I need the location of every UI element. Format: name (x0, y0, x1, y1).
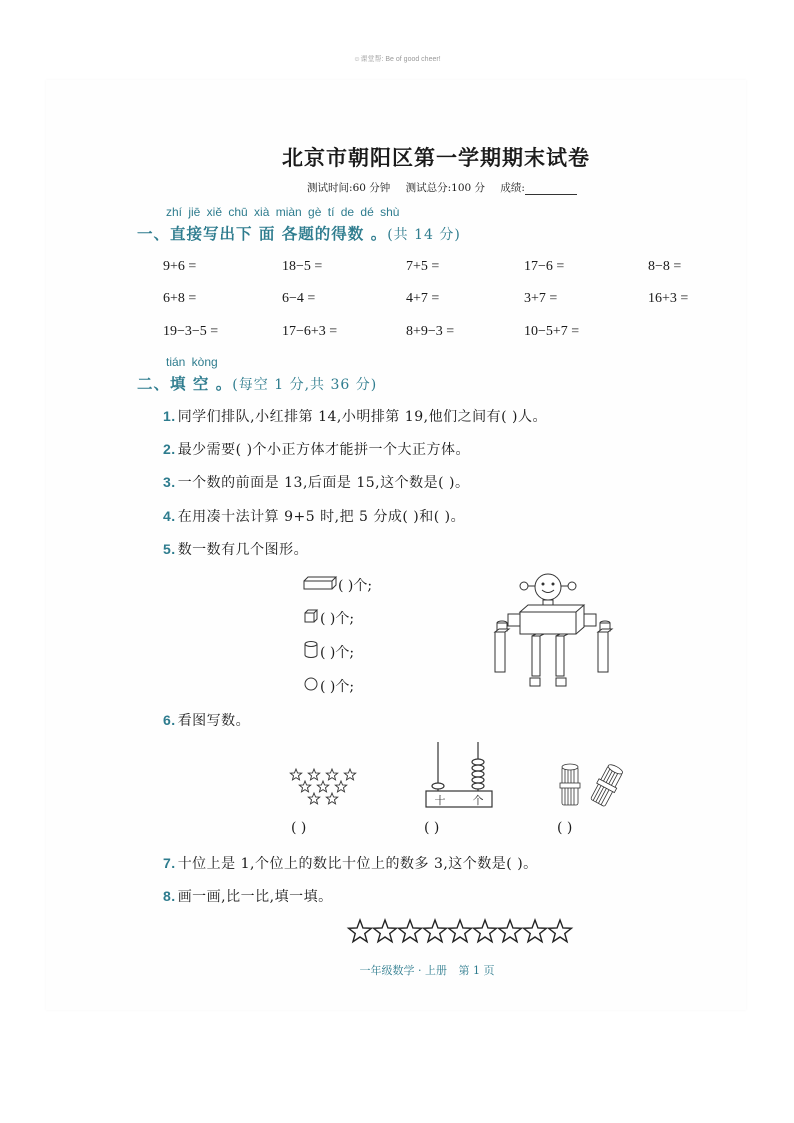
grade-field[interactable] (500, 182, 577, 194)
cube-count[interactable]: ( )个; (320, 611, 355, 627)
robot-body (520, 612, 576, 634)
calc-item[interactable]: 19−3−5 = (163, 324, 219, 339)
question-number: 7. (163, 855, 176, 871)
question-6 (163, 710, 250, 730)
star-icon (399, 920, 422, 942)
question-2 (163, 439, 470, 459)
page-footer (0, 962, 794, 978)
section2-pinyin: tián kòng (166, 355, 218, 369)
star-icon (499, 920, 522, 942)
sphere-count[interactable]: ( )个; (320, 679, 355, 695)
section1-title (137, 222, 461, 244)
star-icon (524, 920, 547, 942)
question-7 (163, 853, 538, 873)
question-number: 2. (163, 441, 176, 457)
question-text: 十位上是 1,个位上的数比十位上的数多 3,这个数是( )。 (177, 856, 538, 872)
calc-item[interactable]: 16+3 = (648, 291, 689, 306)
question-3 (163, 472, 470, 492)
question-text: 一个数的前面是 13,后面是 15,这个数是( )。 (177, 475, 470, 491)
bundles-answer[interactable]: ( ) (557, 820, 573, 836)
question-text: 最少需要( )个小正方体才能拼一个大正方体。 (177, 442, 471, 458)
total-score: 测试总分:100 分 (405, 182, 486, 194)
abacus-answer[interactable]: ( ) (424, 820, 440, 836)
question-5 (163, 539, 308, 559)
section1-points: (共 14 分) (387, 227, 461, 243)
calc-item[interactable]: 8+9−3 = (406, 324, 455, 339)
cuboid-icon (304, 577, 336, 589)
question-number: 5. (163, 541, 176, 557)
calc-item[interactable]: 10−5+7 = (524, 324, 580, 339)
calc-item[interactable]: 17−6+3 = (282, 324, 338, 339)
star-icon (335, 781, 346, 792)
calc-item[interactable]: 3+7 = (524, 291, 558, 306)
bundle-icon (560, 764, 580, 805)
star-icon (308, 793, 319, 804)
calc-item[interactable]: 6−4 = (282, 291, 316, 306)
star-icon (349, 920, 372, 942)
calc-item[interactable]: 4+7 = (406, 291, 440, 306)
question-number: 6. (163, 712, 176, 728)
calc-item[interactable]: 7+5 = (406, 259, 440, 274)
calc-item[interactable]: 8−8 = (648, 259, 682, 274)
bundle-icon (589, 763, 626, 808)
question-text: 数一数有几个图形。 (177, 542, 309, 558)
star-icon (326, 793, 337, 804)
star-icon (374, 920, 397, 942)
calc-item[interactable]: 6+8 = (163, 291, 197, 306)
calc-item[interactable]: 17−6 = (524, 259, 565, 274)
question-number: 8. (163, 888, 176, 904)
question-1 (163, 406, 547, 426)
stick-bundles (554, 763, 634, 811)
stars-answer[interactable]: ( ) (291, 820, 307, 836)
section2-title (137, 372, 377, 394)
footer-page: 第 1 页 (458, 964, 495, 977)
grade-label: 成绩: (500, 182, 525, 194)
question-number: 4. (163, 508, 176, 524)
star-row (346, 914, 576, 948)
calc-item[interactable]: 18−5 = (282, 259, 323, 274)
star-icon (549, 920, 572, 942)
page-title: 北京市朝阳区第一学期期末试卷 (282, 146, 590, 170)
star-icon (326, 769, 337, 780)
test-time: 测试时间:60 分钟 (307, 182, 391, 194)
section2-points: (每空 1 分,共 36 分) (232, 377, 378, 393)
question-8 (163, 886, 333, 906)
star-icon (299, 781, 310, 792)
abacus (420, 740, 500, 810)
question-4 (163, 506, 465, 526)
star-icon (317, 781, 328, 792)
cylinder-count[interactable]: ( )个; (320, 645, 355, 661)
section2-heading: 二、填 空 。 (137, 375, 233, 393)
calc-item[interactable]: 9+6 = (163, 259, 197, 274)
abacus-ones-label: 个 (472, 794, 484, 807)
robot-figure (490, 572, 620, 696)
question-number: 1. (163, 408, 176, 424)
watermark: ☺课堂帮: Be of good cheer! (353, 56, 441, 63)
stars-group (286, 765, 366, 811)
exam-meta (0, 180, 794, 195)
cuboid-count[interactable]: ( )个; (338, 578, 373, 594)
section1-heading: 一、直接写出下 面 各题的得数 。 (137, 225, 388, 243)
sphere-icon (305, 678, 317, 690)
star-icon (344, 769, 355, 780)
star-icon (474, 920, 497, 942)
star-icon (290, 769, 301, 780)
star-icon (424, 920, 447, 942)
footer-subject: 一年级数学 · 上册 (359, 964, 447, 977)
cylinder-icon (305, 642, 317, 658)
abacus-tens-label: 十 (434, 794, 446, 807)
grade-blank[interactable] (525, 185, 577, 195)
question-text: 画一画,比一比,填一填。 (177, 889, 333, 905)
cube-icon (305, 610, 317, 622)
question-number: 3. (163, 474, 176, 490)
section1-pinyin: zhí jiē xiě chū xià miàn gè tí de dé shù (166, 205, 400, 219)
question-text: 同学们排队,小红排第 14,小明排第 19,他们之间有( )人。 (177, 409, 547, 425)
question-text: 看图写数。 (177, 713, 251, 729)
question-text: 在用凑十法计算 9+5 时,把 5 分成( )和( )。 (177, 509, 466, 525)
robot-head (535, 574, 561, 600)
star-icon (449, 920, 472, 942)
star-icon (308, 769, 319, 780)
